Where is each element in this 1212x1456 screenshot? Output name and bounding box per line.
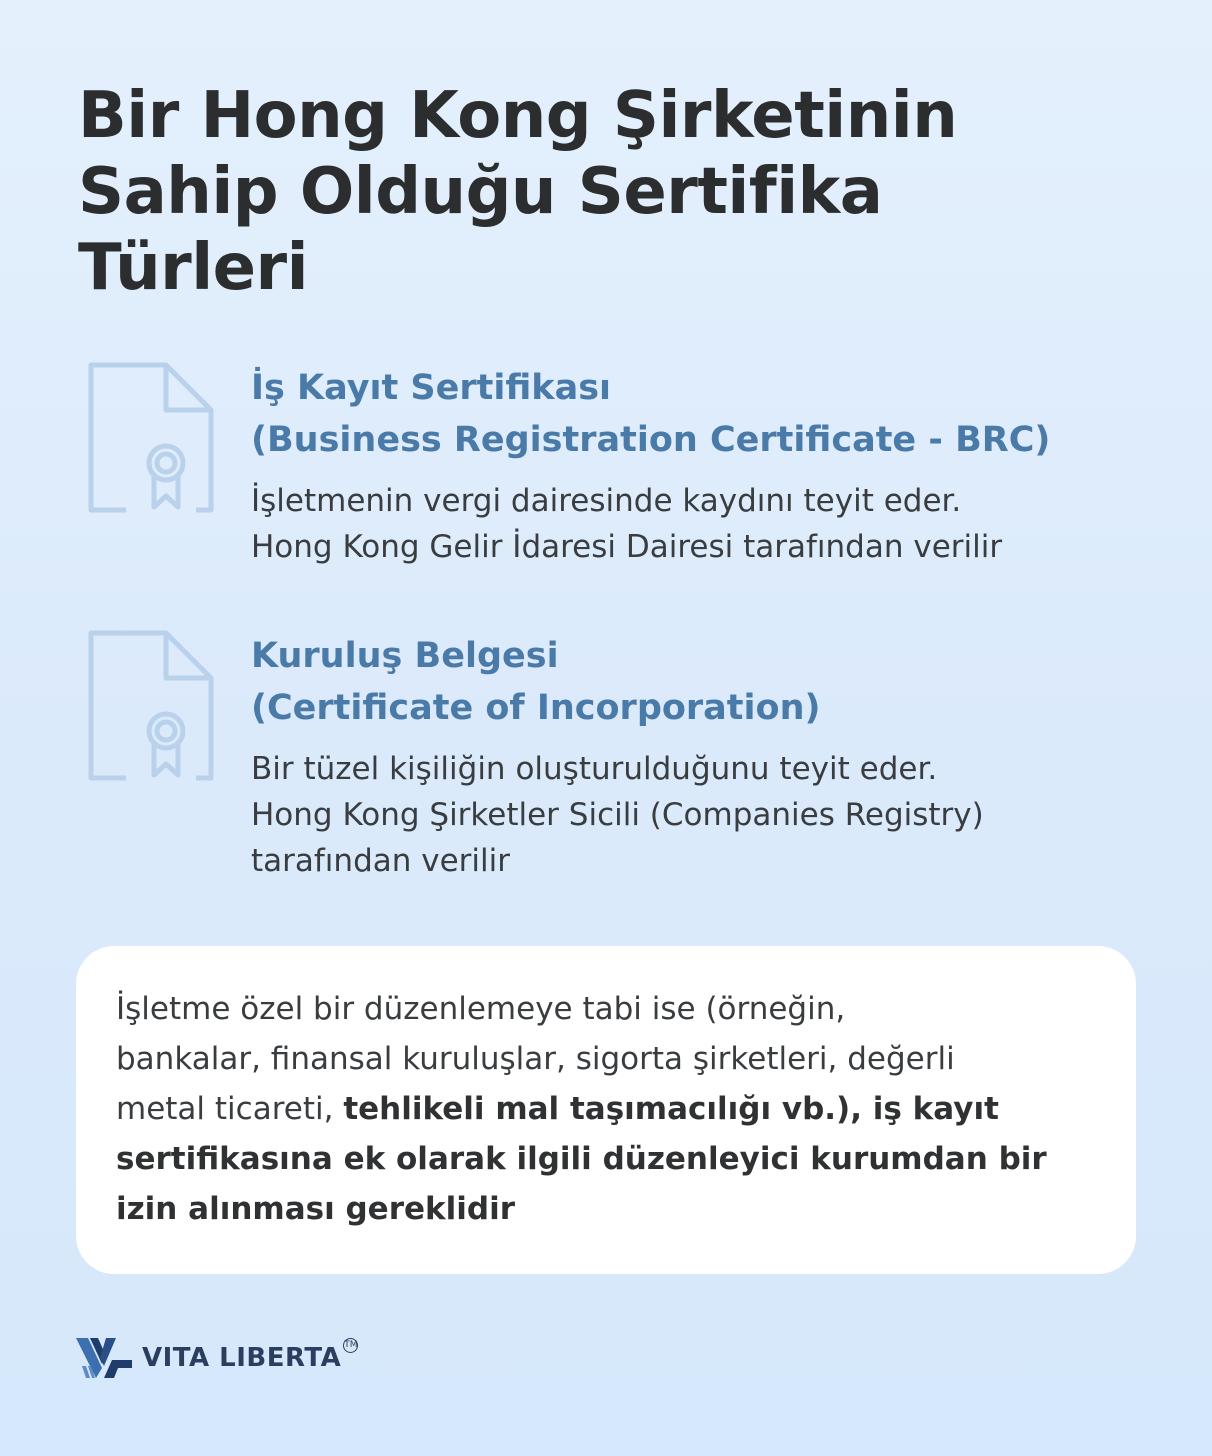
note-regular-text: metal ticareti,	[116, 1091, 344, 1127]
certificate-heading-en: (Business Registration Certificate - BRC)	[251, 420, 1051, 460]
certificate-desc-line: tarafından verilir	[251, 843, 510, 879]
certificate-text	[251, 630, 1131, 884]
certificate-text	[251, 362, 1131, 570]
note-bold-text: izin alınması gereklidir	[116, 1191, 515, 1227]
certificate-heading-tr: Kuruluş Belgesi	[251, 636, 559, 676]
certificate-description	[251, 478, 1131, 570]
note-line	[116, 1084, 1096, 1134]
trademark-symbol: TM	[343, 1338, 358, 1353]
certificate-heading-tr: İş Kayıt Sertifikası	[251, 368, 612, 408]
certificate-heading-en: (Certificate of Incorporation)	[251, 688, 821, 728]
certificate-description	[251, 746, 1131, 884]
vita-liberta-logo-text: VITA LIBERTA	[142, 1343, 342, 1373]
certificate-document-icon	[88, 362, 216, 514]
note-line: bankalar, finansal kuruluşlar, sigorta şirketleri, değerli	[116, 1041, 955, 1077]
note-bold-text: tehlikeli mal taşımacılığı vb.), iş kayıt	[343, 1091, 999, 1127]
regulation-note-card	[76, 946, 1136, 1274]
certificate-heading	[251, 630, 1131, 734]
certificate-desc-line: İşletmenin vergi dairesinde kaydını teyit eder.	[251, 483, 962, 519]
certificate-document-icon	[88, 630, 216, 782]
title-line-1: Bir Hong Kong Şirketinin	[78, 79, 958, 153]
note-bold-text: sertifikasına ek olarak ilgili düzenleyici kurumdan bir	[116, 1141, 1047, 1177]
certificate-heading	[251, 362, 1131, 466]
regulation-note-text	[116, 984, 1096, 1234]
vita-liberta-logo	[76, 1334, 358, 1382]
note-line	[116, 1134, 1096, 1184]
title-line-2: Sahip Olduğu Sertifika	[78, 155, 883, 229]
vita-liberta-logo-mark-icon	[76, 1336, 132, 1380]
certificate-desc-line: Hong Kong Şirketler Sicili (Companies Registry)	[251, 797, 984, 833]
certificate-desc-line: Bir tüzel kişiliğin oluşturulduğunu teyit eder.	[251, 751, 938, 787]
title-line-3: Türleri	[78, 231, 309, 305]
note-line: İşletme özel bir düzenlemeye tabi ise (örneğin,	[116, 991, 846, 1027]
certificate-desc-line: Hong Kong Gelir İdaresi Dairesi tarafından verilir	[251, 529, 1003, 565]
page-title	[78, 78, 1078, 306]
note-line	[116, 1184, 1096, 1234]
